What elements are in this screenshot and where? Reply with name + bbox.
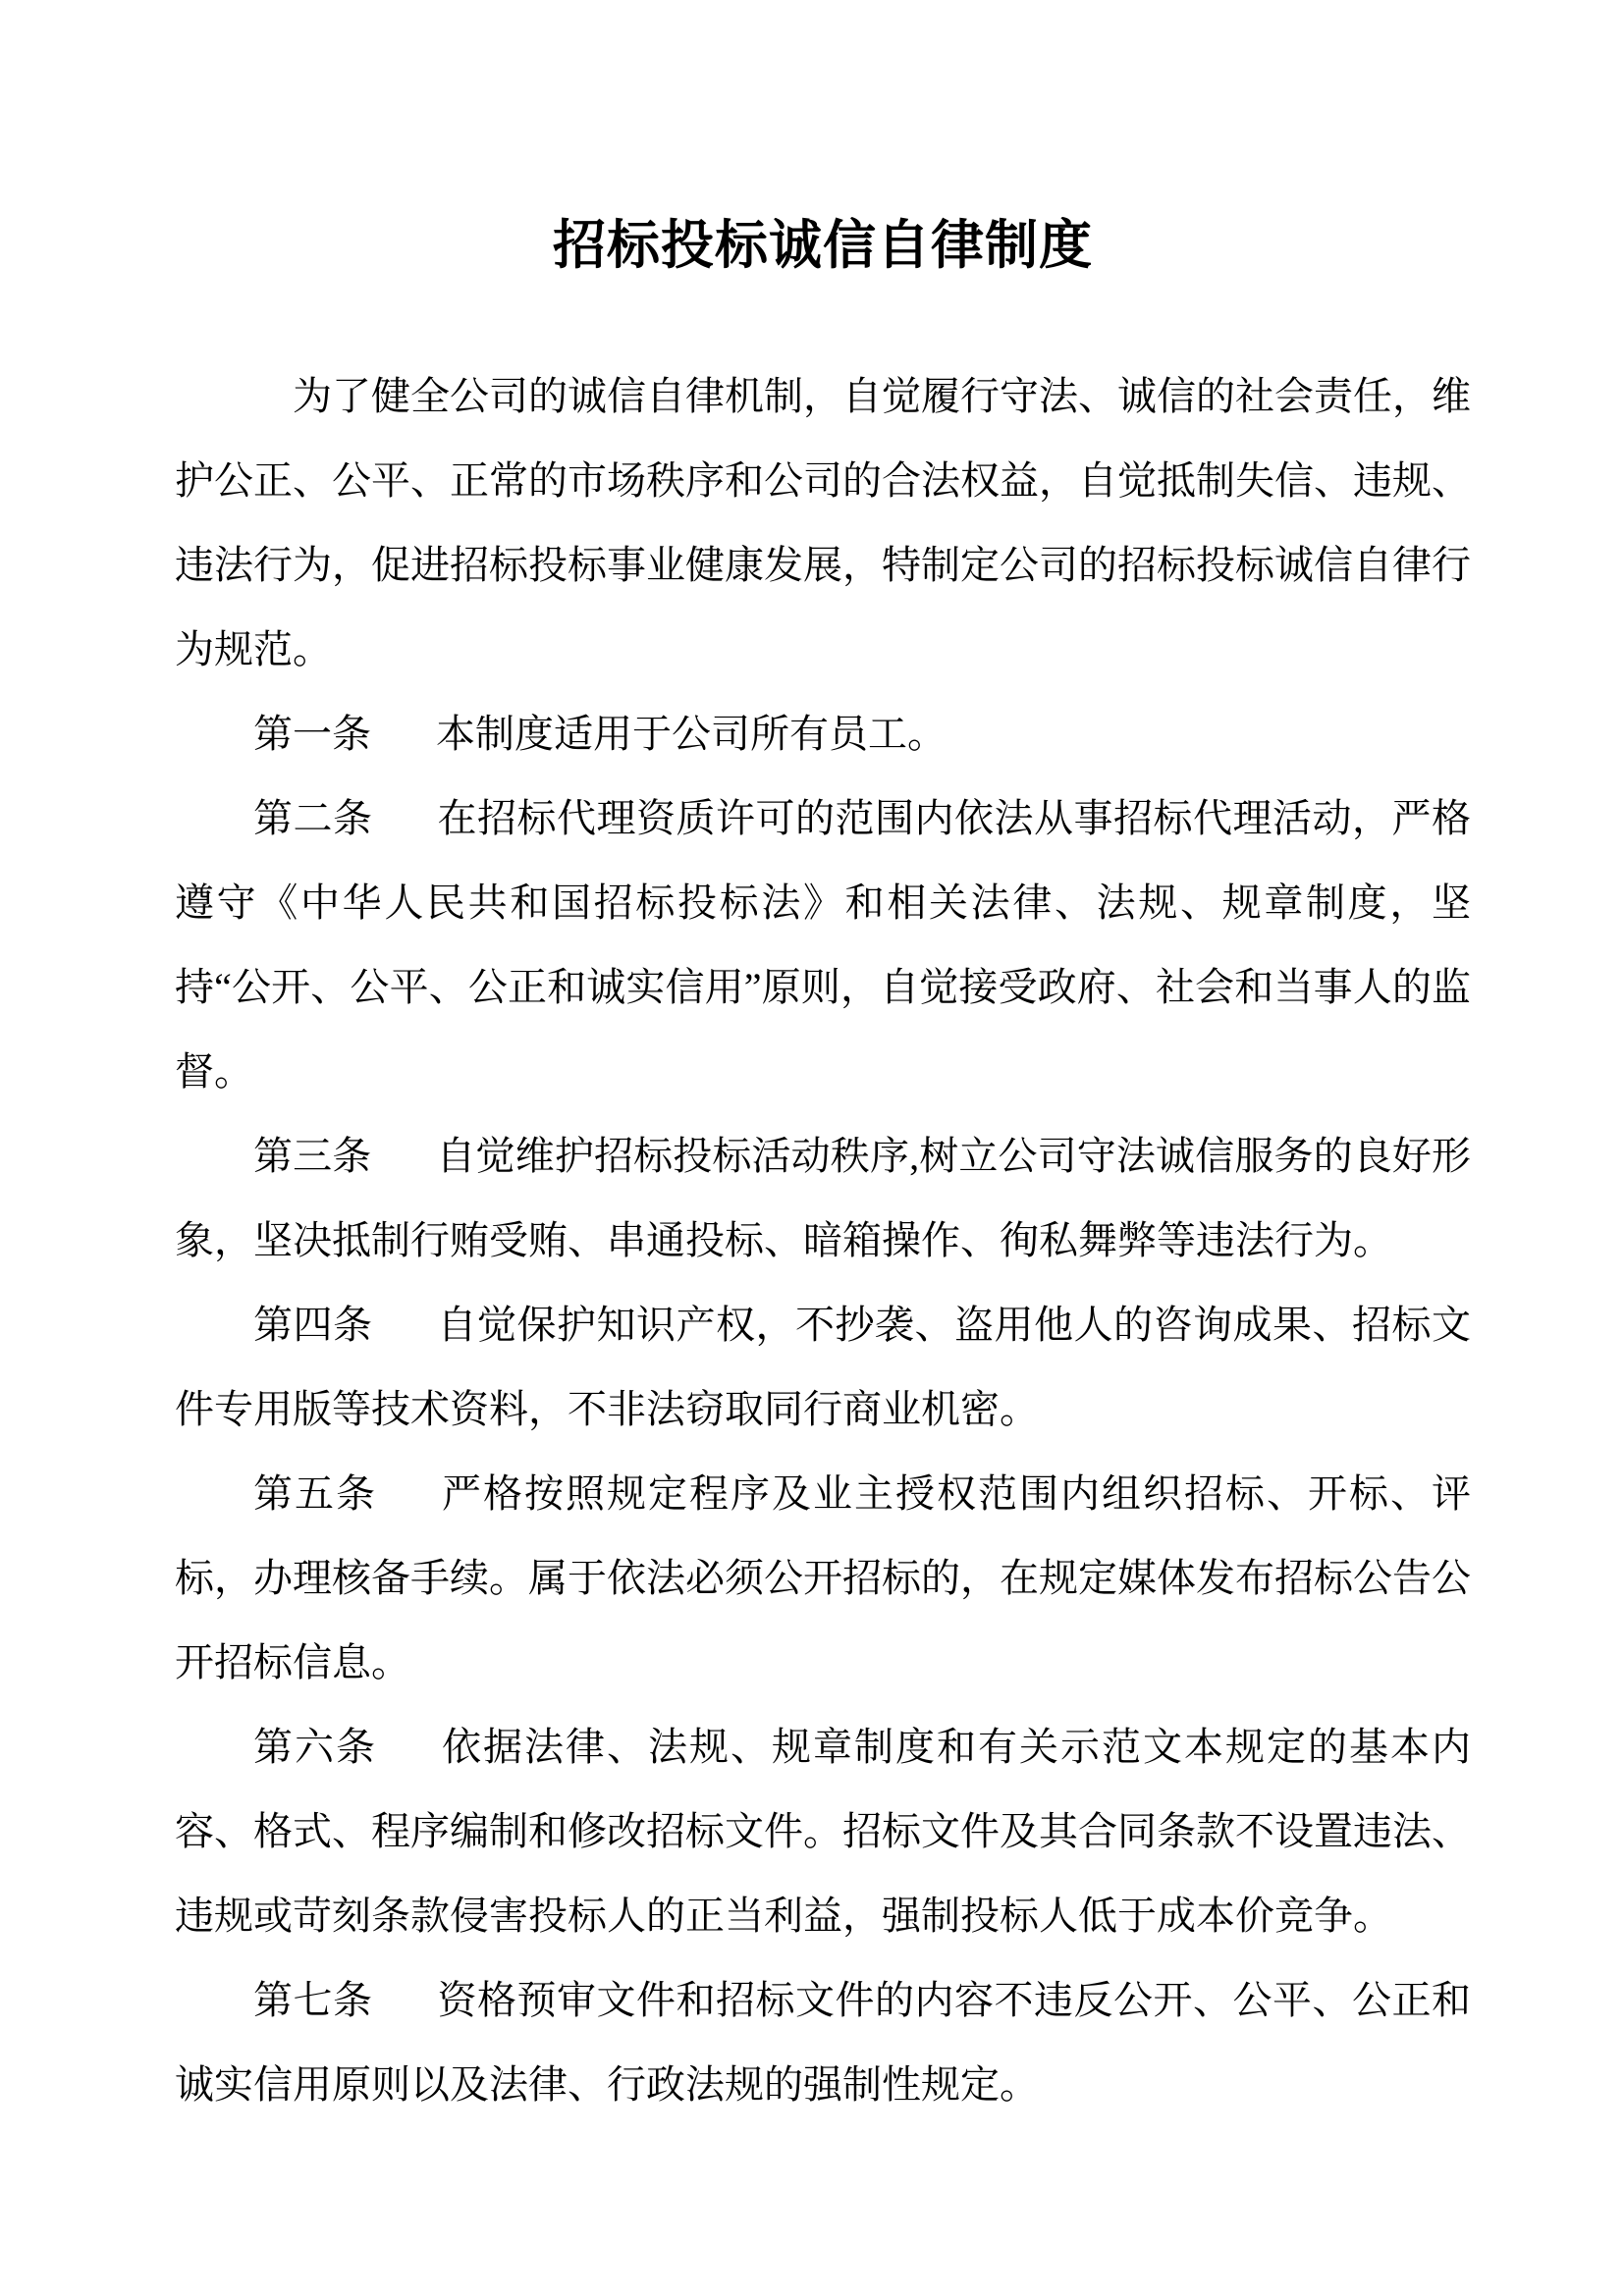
clause-paragraph-5 — [175, 1452, 1471, 1705]
clause-4-text: 自觉保护知识产权，不抄袭、盗用他人的咨询成果、招标文件专用版等技术资料，不非法窃取同行商业机密。 — [175, 1303, 1471, 1431]
clause-paragraph-7 — [175, 1958, 1471, 2127]
clause-7-label: 第七条 — [253, 1978, 373, 2022]
clause-7-text: 资格预审文件和招标文件的内容不违反公开、公平、公正和诚实信用原则以及法律、行政法规的强制性规定。 — [175, 1978, 1471, 2107]
clause-5-text: 严格按照规定程序及业主授权范围内组织招标、开标、评标，办理核备手续。属于依法必须公开招标的，在规定媒体发布招标公告公开招标信息。 — [175, 1471, 1471, 1684]
clause-2-label: 第二条 — [253, 796, 373, 840]
clause-paragraph-1 — [175, 692, 1471, 776]
clause-paragraph-4 — [175, 1283, 1471, 1452]
clause-paragraph-3 — [175, 1114, 1471, 1283]
clause-4-label: 第四条 — [253, 1303, 373, 1347]
clause-6-text: 依据法律、法规、规章制度和有关示范文本规定的基本内容、格式、程序编制和修改招标文件。招标文件及其合同条款不设置违法、违规或苛刻条款侵害投标人的正当利益，强制投标人低于成本价竞争。 — [175, 1725, 1471, 1938]
clause-2-text: 在招标代理资质许可的范围内依法从事招标代理活动，严格遵守《中华人民共和国招标投标法》和相关法律、法规、规章制度，坚持“公开、公平、公正和诚实信用”原则，自觉接受政府、社会和当事人的监督。 — [175, 796, 1471, 1094]
intro-paragraph-text: 为了健全公司的诚信自律机制，自觉履行守法、诚信的社会责任，维护公正、公平、正常的市场秩序和公司的合法权益，自觉抵制失信、违规、违法行为，促进招标投标事业健康发展，特制定公司的招标投标诚信自律行为规范。 — [175, 374, 1471, 671]
intro-paragraph — [175, 354, 1471, 692]
clause-3-label: 第三条 — [253, 1134, 372, 1178]
document-title: 招标投标诚信自律制度 — [553, 216, 1093, 275]
clause-1-label: 第一条 — [253, 712, 371, 756]
clause-1-text: 本制度适用于公司所有员工。 — [436, 712, 947, 756]
clause-paragraph-6 — [175, 1705, 1471, 1958]
clause-5-label: 第五条 — [253, 1471, 377, 1516]
clause-6-label: 第六条 — [253, 1725, 377, 1769]
clause-3-text: 自觉维护招标投标活动秩序,树立公司守法诚信服务的良好形象，坚决抵制行贿受贿、串通投标、暗箱操作、徇私舞弊等违法行为。 — [175, 1134, 1472, 1262]
clause-paragraph-2 — [175, 776, 1471, 1114]
